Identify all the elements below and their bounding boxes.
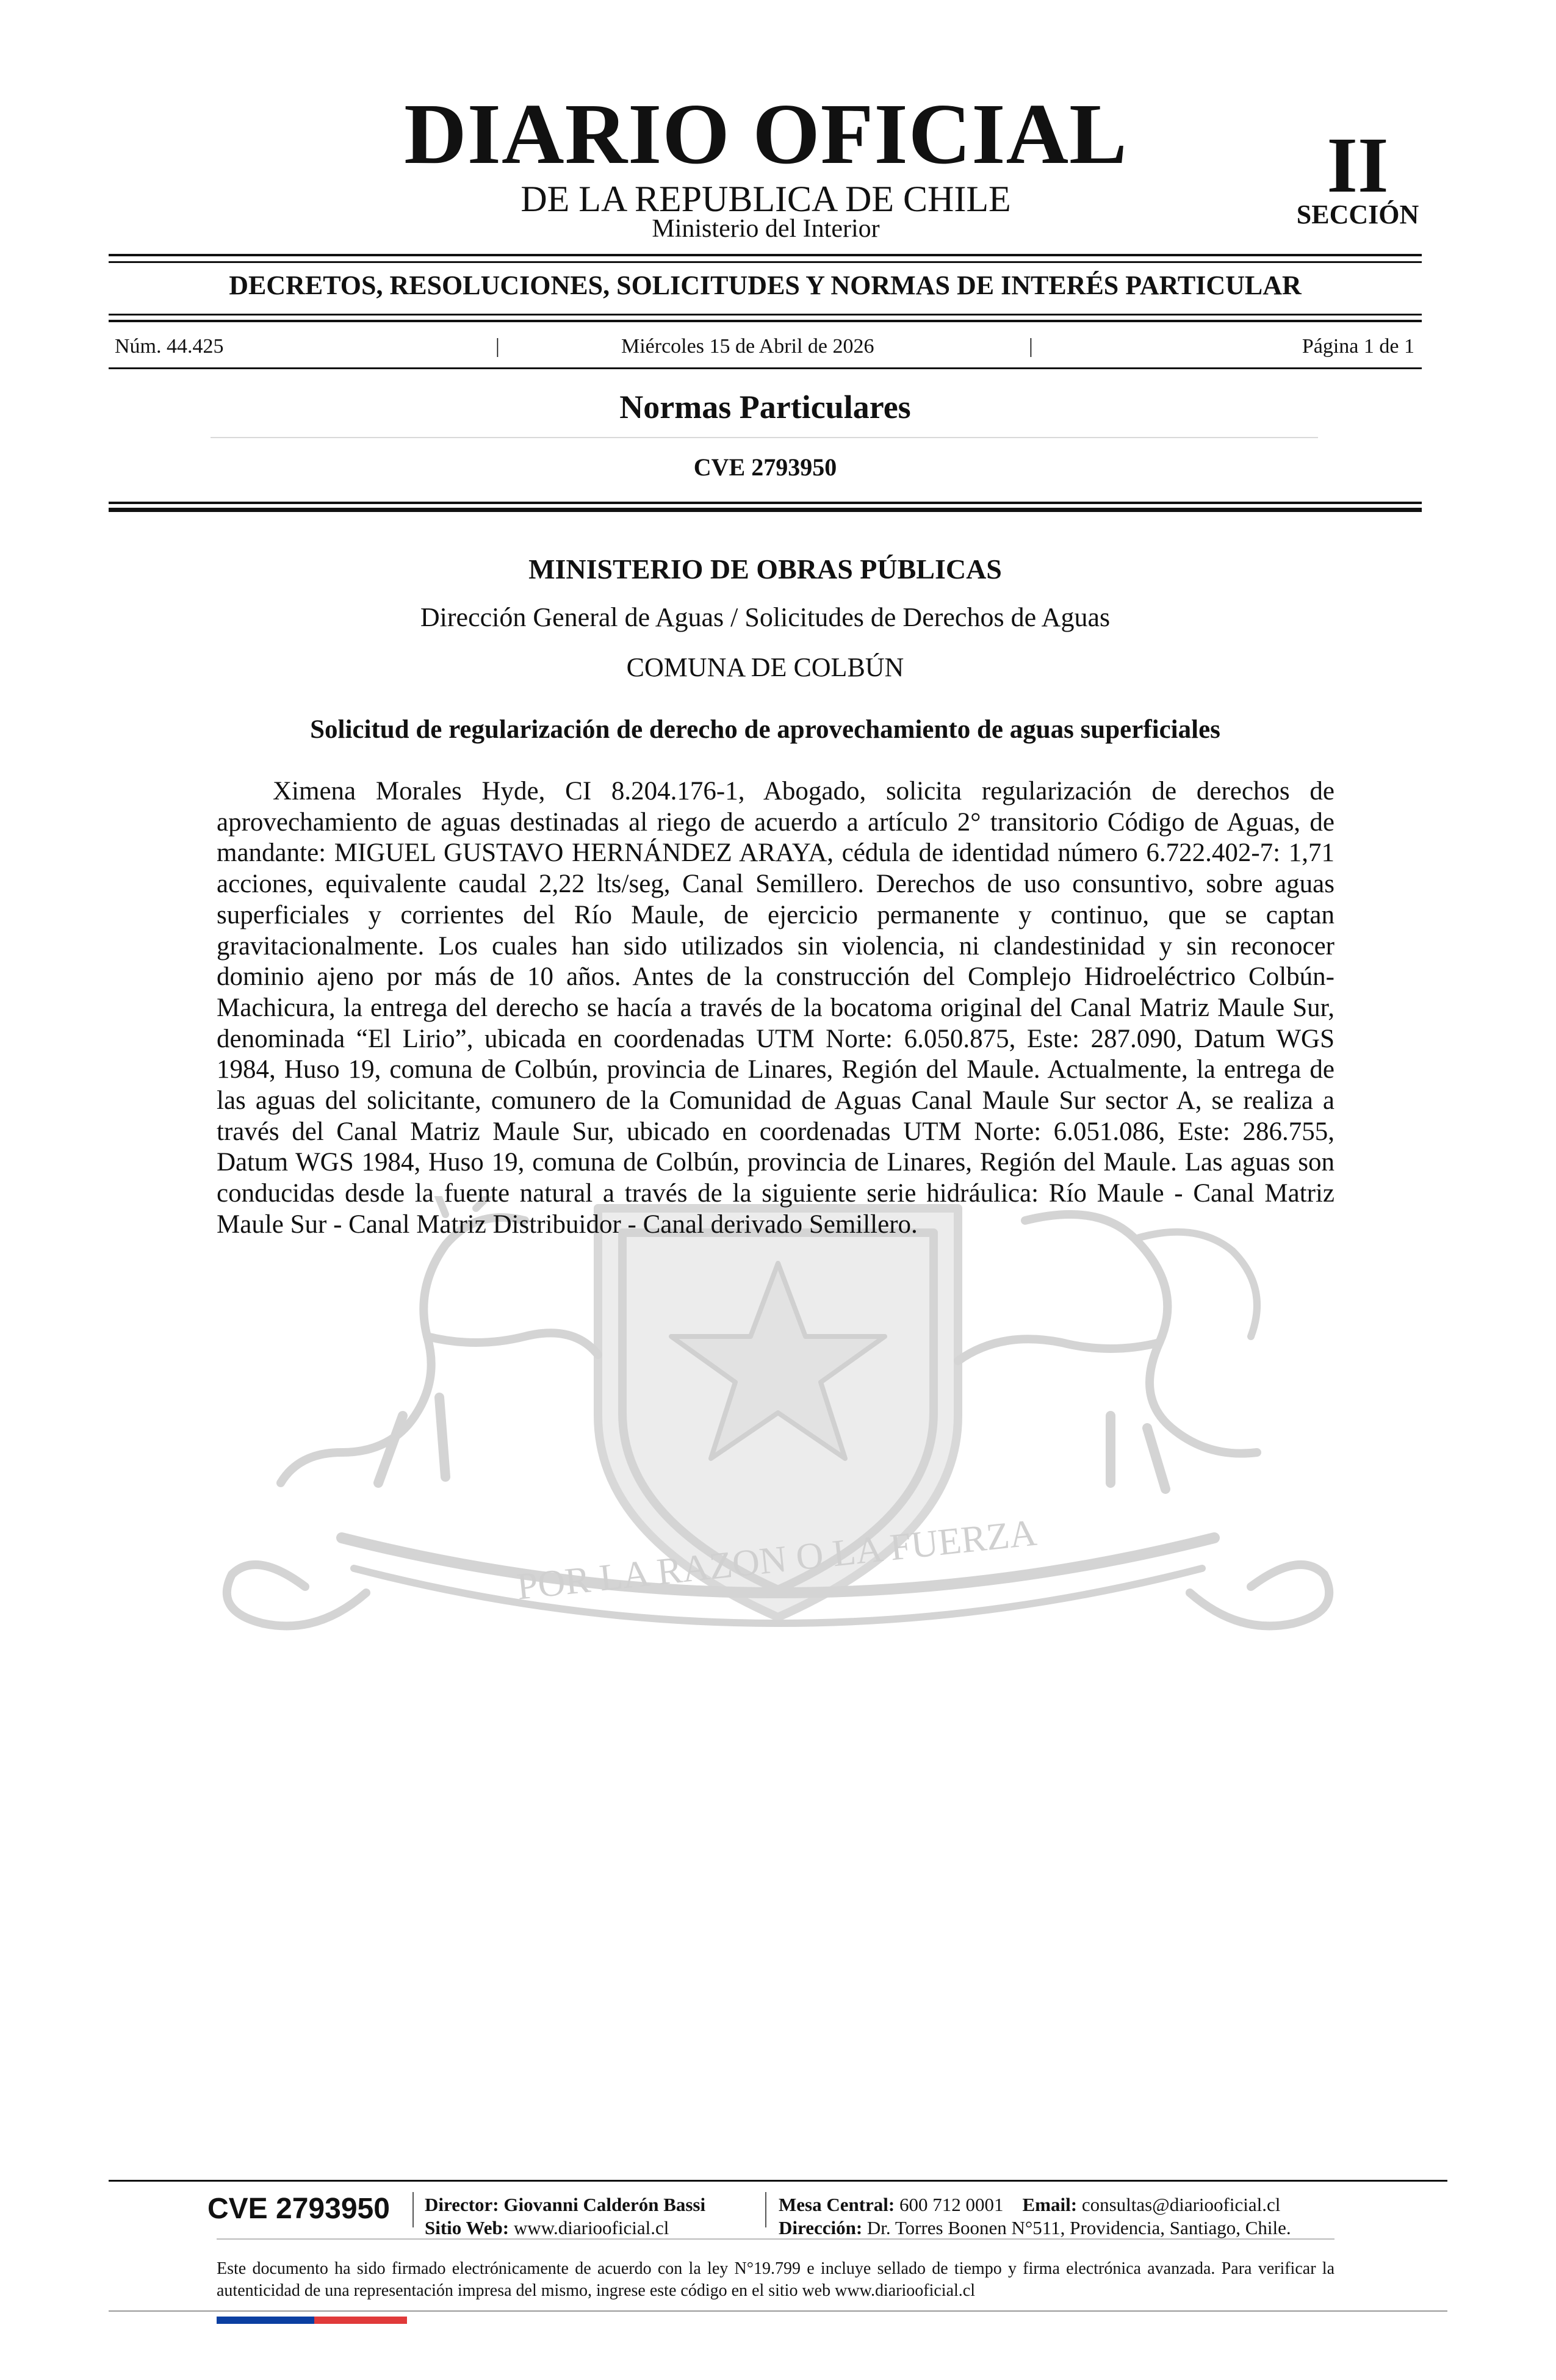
footer-separator bbox=[412, 2192, 414, 2227]
masthead: DIARIO OFICIAL bbox=[404, 85, 1128, 182]
footer-divider bbox=[109, 2310, 1447, 2312]
footer-divider bbox=[217, 2238, 1334, 2240]
divider bbox=[109, 320, 1422, 322]
masthead-subtitle: DE LA REPUBLICA DE CHILE bbox=[520, 179, 1011, 219]
divider bbox=[109, 261, 1422, 263]
director-label: Director: bbox=[425, 2194, 499, 2215]
watermark-motto: POR LA RAZON O LA FUERZA bbox=[514, 1512, 1039, 1608]
issue-separator: | bbox=[1029, 335, 1033, 358]
address-label: Dirección: bbox=[779, 2217, 863, 2238]
issue-date: Miércoles 15 de Abril de 2026 bbox=[621, 335, 874, 358]
footer-separator bbox=[765, 2192, 766, 2227]
section-number: II bbox=[1327, 121, 1389, 209]
footer-cve-code: CVE 2793950 bbox=[207, 2193, 390, 2225]
cve-code: CVE 2793950 bbox=[693, 453, 837, 481]
body-paragraph: Ximena Morales Hyde, CI 8.204.176-1, Abogado, solicita regularización de derechos de aprovechamiento de aguas destinadas al riego de acuerdo a artículo 2° transitorio Código de Aguas, de mandante: MIGUEL GUSTAVO HERNÁNDEZ ARAYA, cédula de identidad número 6.722.402-7: 1,71 acciones, equivalente caudal 2,22 lts/seg, Canal Semillero. Derechos de uso consuntivo, sobre aguas superficiales y corrientes del Río Maule, de ejercicio permanente y continuo, que se captan gravitacionalmente. Los cuales han sido utilizados sin violencia, ni clandestinidad y sin reconocer dominio ajeno por más de 10 años. Antes de la construcción del Complejo Hidroeléctrico Colbún-Machicura, la entrega del derecho se hacía a través de la bocatoma original del Canal Matriz Maule Sur, denominada “El Lirio”, ubicada en coordenadas UTM Norte: 6.050.875, Este: 287.090, Datum WGS 1984, Huso 19, comuna de Colbún, provincia de Linares, Región del Maule. Actualmente, la entrega de las aguas del solicitante, comunero de la Comunidad de Aguas Canal Maule Sur sector A, se realiza a través del Canal Matriz Maule Sur, ubicado en coordenadas UTM Norte: 6.051.086, Este: 286.755, Datum WGS 1984, Huso 19, comuna de Colbún, provincia de Linares, Región del Maule. Las aguas son conducidas desde la fuente natural a través de la siguiente serie hidráulica: Río Maule - Canal Matriz Maule Sur - Canal Matriz Distribuidor - Canal derivado Semillero. bbox=[217, 777, 1334, 1239]
email-link[interactable]: consultas@diariooficial.cl bbox=[1081, 2194, 1281, 2215]
director-name: Giovanni Calderón Bassi bbox=[503, 2194, 706, 2215]
request-title: Solicitud de regularización de derecho de aprovechamiento de aguas superficiales bbox=[310, 715, 1220, 744]
section-label: SECCIÓN bbox=[1296, 200, 1419, 229]
divider bbox=[109, 508, 1422, 512]
norm-type-heading: Normas Particulares bbox=[619, 389, 911, 425]
footer-divider bbox=[109, 2180, 1447, 2182]
flag-stripe-blue bbox=[217, 2317, 314, 2324]
issue-separator: | bbox=[495, 335, 500, 358]
phone-number: 600 712 0001 bbox=[899, 2194, 1004, 2215]
page-indicator: Página 1 de 1 bbox=[1302, 335, 1414, 358]
legal-notice: Este documento ha sido firmado electrónicamente de acuerdo con la ley N°19.799 e incluye sellado de tiempo y firma electrónica avanzada. Para verificar la autenticidad de una representación impresa del mismo, ingrese este código en el sitio web www.diariooficial.cl bbox=[217, 2259, 1334, 2300]
coat-of-arms-watermark bbox=[159, 1196, 1397, 1660]
divider bbox=[109, 502, 1422, 504]
flag-stripe-red bbox=[314, 2317, 407, 2324]
commune-label: COMUNA DE COLBÚN bbox=[626, 652, 904, 682]
footer-contact-info bbox=[779, 2193, 1291, 2240]
issue-info-row bbox=[115, 334, 1414, 359]
footer-editorial-info bbox=[425, 2193, 705, 2240]
division-label: Dirección General de Aguas / Solicitudes de Derechos de Aguas bbox=[420, 602, 1111, 632]
divider bbox=[109, 314, 1422, 316]
divider bbox=[109, 367, 1422, 369]
section-banner: DECRETOS, RESOLUCIONES, SOLICITUDES Y NORMAS DE INTERÉS PARTICULAR bbox=[229, 270, 1302, 300]
website-label: Sitio Web: bbox=[425, 2217, 510, 2238]
website-link[interactable]: www.diariooficial.cl bbox=[513, 2217, 669, 2238]
email-label: Email: bbox=[1022, 2194, 1078, 2215]
divider bbox=[109, 254, 1422, 256]
address-text: Dr. Torres Boonen N°511, Providencia, Santiago, Chile. bbox=[866, 2217, 1291, 2238]
phone-label: Mesa Central: bbox=[779, 2194, 895, 2215]
issue-number: Núm. 44.425 bbox=[115, 335, 224, 358]
department-heading: MINISTERIO DE OBRAS PÚBLICAS bbox=[528, 554, 1002, 585]
divider bbox=[211, 437, 1318, 438]
ministry-label: Ministerio del Interior bbox=[652, 215, 880, 243]
